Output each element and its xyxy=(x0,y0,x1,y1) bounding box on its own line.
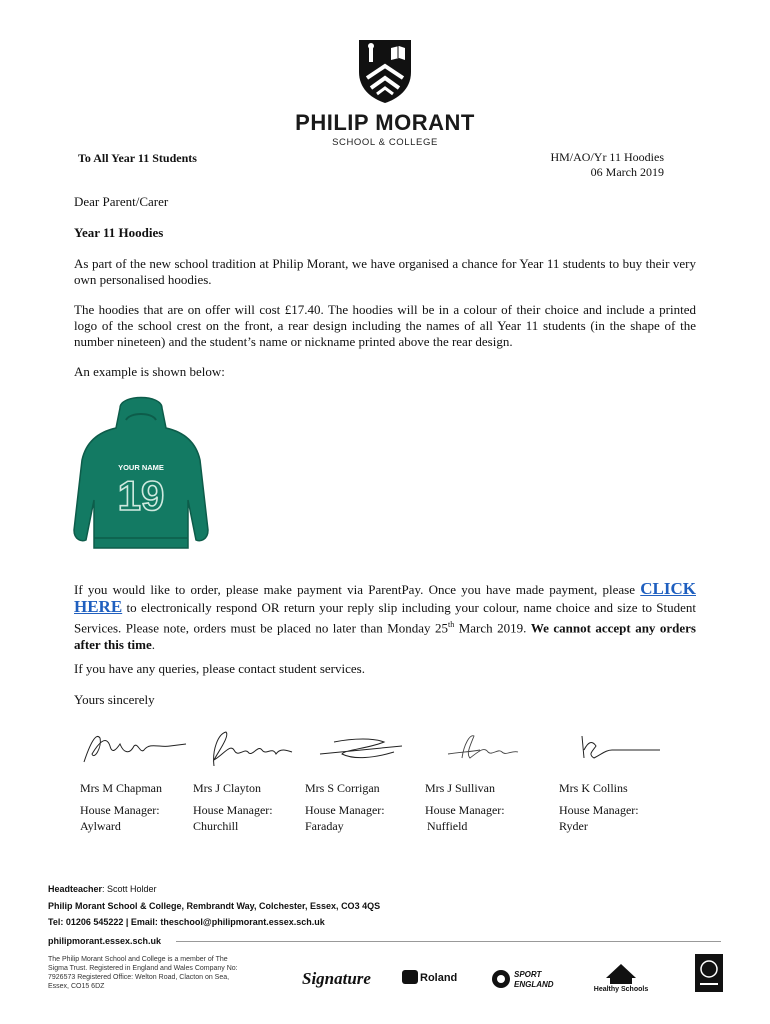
signatory-name: Mrs K Collins xyxy=(559,781,628,795)
signature-chapman xyxy=(80,724,190,774)
closing: Yours sincerely xyxy=(74,692,155,707)
sport-logo-text: SPORT xyxy=(514,970,542,979)
signatory-house: Aylward xyxy=(80,819,121,833)
signature-sullivan xyxy=(440,724,530,774)
signatory-sullivan xyxy=(425,780,505,834)
footer-legal: The Philip Morant School and College is a member of The Sigma Trust. Registered in England and Wales Company No: 7926573 Registered Office: Welton Road, Clacton on Sea, Essex, CO15 6DZ xyxy=(48,956,238,990)
signatory-chapman xyxy=(80,780,162,834)
england-logo-text: ENGLAND xyxy=(514,980,554,989)
school-crest-logo xyxy=(357,38,413,104)
letter-date: 06 March 2019 xyxy=(590,165,664,179)
footer-divider xyxy=(176,941,721,942)
roland-logo xyxy=(400,966,460,990)
order-deadline-warning: We cannot accept any orders after this time xyxy=(74,620,696,653)
signatory-house: Churchill xyxy=(193,819,239,833)
signatory-house: Ryder xyxy=(559,819,588,833)
sport-england-logo xyxy=(490,966,556,992)
signatory-role: House Manager: xyxy=(193,803,273,817)
paragraph-intro: As part of the new school tradition at Philip Morant, we have organised a chance for Year 11 students to buy their very own personalised hoodies. xyxy=(74,256,696,287)
signatory-corrigan xyxy=(305,780,385,834)
hoodie-number-text: 19 xyxy=(117,472,165,519)
order-text-end: March 2019. xyxy=(454,620,531,636)
signatory-role: House Manager: xyxy=(80,803,160,817)
signatory-role: House Manager: xyxy=(305,803,385,817)
paragraph-order xyxy=(74,580,696,653)
signatory-clayton xyxy=(193,780,273,834)
signatory-name: Mrs J Sullivan xyxy=(425,781,496,795)
signatory-house: Nuffield xyxy=(427,819,468,833)
signatory-name: Mrs J Clayton xyxy=(193,781,262,795)
reference: HM/AO/Yr 11 Hoodies xyxy=(550,150,664,164)
signature-logo-text: Signature xyxy=(302,969,371,988)
signatory-role: House Manager: xyxy=(425,803,505,817)
ordinal-suffix: th xyxy=(448,620,455,629)
hoodie-name-text: YOUR NAME xyxy=(118,463,164,472)
roland-logo-text: Roland xyxy=(420,972,458,984)
signatory-house: Faraday xyxy=(305,819,344,833)
healthy-schools-text: Healthy Schools xyxy=(593,986,649,993)
signature-collins xyxy=(576,724,666,774)
signatory-role: House Manager: xyxy=(559,803,639,817)
salutation: Dear Parent/Carer xyxy=(74,194,169,209)
footer-contact: Tel: 01206 545222 | Email: theschool@philipmorant.essex.sch.uk xyxy=(48,917,325,927)
healthy-schools-logo xyxy=(590,958,652,994)
signature-trust-logo xyxy=(300,962,372,996)
paragraph-example: An example is shown below: xyxy=(74,364,225,379)
school-name: PHILIP MORANT xyxy=(295,110,475,135)
award-badge-logo xyxy=(694,953,724,993)
hoodie-example-image xyxy=(70,390,212,552)
order-text-start: If you would like to order, please make payment via ParentPay. Once you have made payment, please xyxy=(74,582,641,597)
paragraph-queries: If you have any queries, please contact student services. xyxy=(74,661,365,676)
order-text-mid: to electronically respond OR return your reply slip including your colour, name choice and size to Student Services. Please note, orders must be placed no later than Monday 25 xyxy=(74,600,696,636)
headteacher-name: : Scott Holder xyxy=(102,884,157,894)
reference-block xyxy=(550,150,664,180)
school-subtitle: SCHOOL & COLLEGE xyxy=(332,137,438,148)
paragraph-details: The hoodies that are on offer will cost £17.40. The hoodies will be in a colour of their choice and include a printed logo of the school crest on the front, a rear design including the names of all Year 11 students (in the shape of the number nineteen) and the student’s name or nickname printed above the rear design. xyxy=(74,302,696,349)
signatory-name: Mrs S Corrigan xyxy=(305,781,380,795)
signatory-name: Mrs M Chapman xyxy=(80,781,162,795)
signatory-collins xyxy=(559,780,639,834)
signature-clayton xyxy=(204,724,296,774)
footer-website[interactable]: philipmorant.essex.sch.uk xyxy=(48,936,162,946)
recipient-line: To All Year 11 Students xyxy=(78,151,197,165)
footer-address: Philip Morant School & College, Rembrandt Way, Colchester, Essex, CO3 4QS xyxy=(48,901,381,911)
headteacher-label: Headteacher xyxy=(48,884,103,894)
order-period: . xyxy=(151,637,155,653)
signature-corrigan xyxy=(314,724,406,774)
letter-heading: Year 11 Hoodies xyxy=(74,225,164,240)
click-here-link[interactable]: CLICK HERE xyxy=(74,579,696,616)
footer-headteacher xyxy=(48,884,157,894)
